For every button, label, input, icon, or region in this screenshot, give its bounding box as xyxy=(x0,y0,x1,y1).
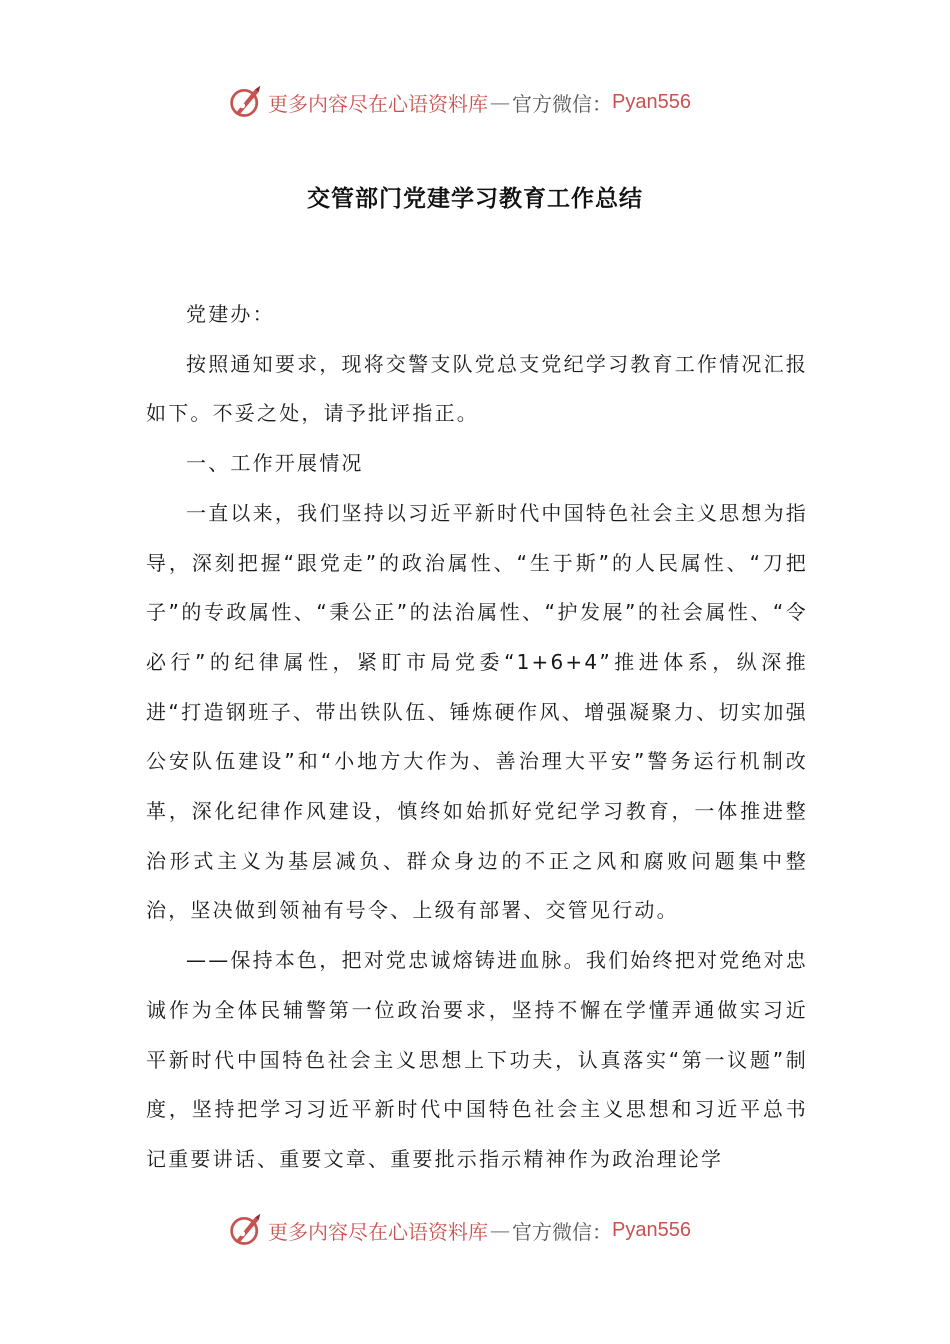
body-paragraph: 一直以来，我们坚持以习近平新时代中国特色社会主义思想为指导，深刻把握“跟党走”的政治属性、“生于斯”的人民属性、“刀把子”的专政属性、“秉公正”的法治属性、“护发展”的社会属性、“令必行”的纪律属性，紧盯市局党委“1+6+4”推进体系，纵深推进“打造钢班子、带出铁队伍、锤炼硬作风、增强凝聚力、切实加强公安队伍建设”和“小地方大作为、善治理大平安”警务运行机制改革，深化纪律作风建设，慎终如始抓好党纪学习教育，一体推进整治形式主义为基层减负、群众身边的不正之风和腐败问题集中整治，坚决做到领袖有号令、上级有部署、交管见行动。 xyxy=(146,500,808,923)
banner-separator: — xyxy=(490,90,510,114)
banner-wechat-label: 官方微信： xyxy=(512,91,612,116)
header-banner xyxy=(228,82,748,122)
body-paragraph: ——保持本色，把对党忠诚熔铸进血脉。我们始终把对党绝对忠诚作为全体民辅警第一位政治要求，坚持不懈在学懂弄通做实习近平新时代中国特色社会主义思想上下功夫，认真落实“第一议题”制度，坚持把学习习近平新时代中国特色社会主义思想和习近平总书记重要讲话、重要文章、重要批示指示精神作为政治理论学 xyxy=(146,948,808,1171)
banner-wechat-id: Pyan556 xyxy=(612,90,691,113)
body-paragraph: 按照通知要求，现将交警支队党总支党纪学习教育工作情况汇报如下。不妥之处，请予批评指正。 xyxy=(146,351,808,426)
document-body xyxy=(146,290,808,1185)
pen-logo-icon xyxy=(228,84,264,120)
banner-site-text: 更多内容尽在心语资料库 xyxy=(268,1219,488,1244)
banner-wechat-label: 官方微信： xyxy=(512,1219,612,1244)
banner-site-text: 更多内容尽在心语资料库 xyxy=(268,91,488,116)
banner-separator: — xyxy=(490,1218,510,1242)
footer-banner xyxy=(228,1210,748,1250)
salutation: 党建办： xyxy=(186,302,275,326)
document-title: 交管部门党建学习教育工作总结 xyxy=(307,186,643,212)
section-heading: 一、工作开展情况 xyxy=(186,451,364,476)
banner-wechat-id: Pyan556 xyxy=(612,1218,691,1241)
pen-logo-icon xyxy=(228,1212,264,1248)
